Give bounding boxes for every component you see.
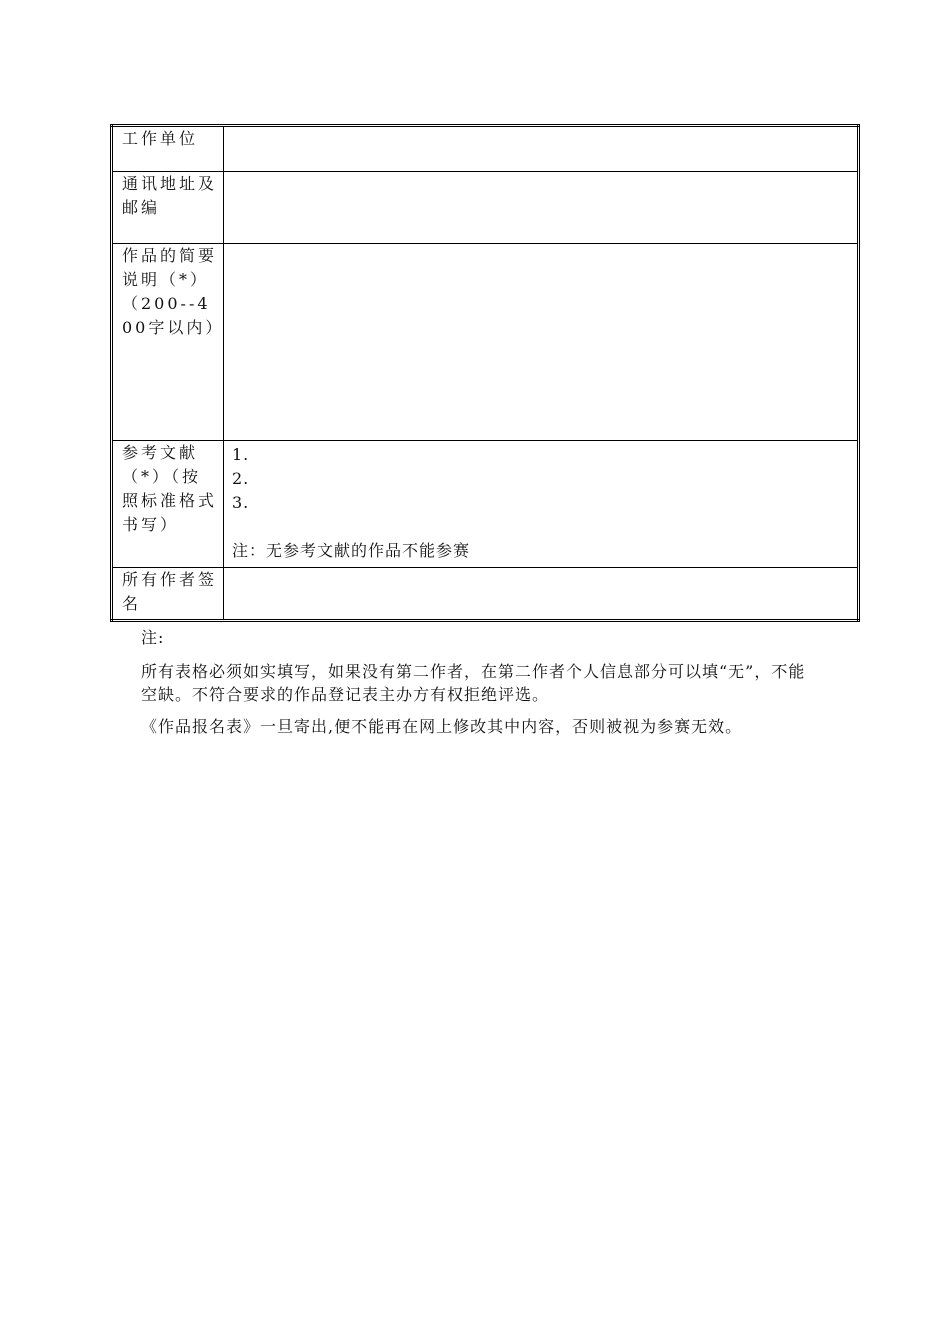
form-row-work-unit — [112, 126, 859, 172]
reference-item-1: 1. — [232, 445, 250, 464]
references-field[interactable] — [224, 441, 859, 568]
reference-item-3: 3. — [232, 493, 250, 512]
notes-section — [141, 625, 821, 740]
reference-item-2: 2. — [232, 469, 250, 488]
notes-paragraph-no-edit: 《作品报名表》一旦寄出,便不能再在网上修改其中内容，否则被视为参赛无效。 — [141, 717, 743, 736]
registration-form-table — [110, 124, 860, 622]
address-field[interactable] — [224, 172, 859, 244]
form-row-address — [112, 172, 859, 244]
notes-paragraph-fill-truthfully: 所有表格必须如实填写，如果没有第二作者，在第二作者个人信息部分可以填“无”，不能空缺。不符合要求的作品登记表主办方有权拒绝评选。 — [141, 662, 806, 704]
form-row-summary — [112, 244, 859, 441]
work-unit-label: 工作单位 — [112, 126, 224, 172]
references-note: 注：无参考文献的作品不能参赛 — [232, 541, 471, 560]
summary-label: 作品的简要说明（*）（200--400字以内） — [112, 244, 224, 441]
signatures-label: 所有作者签名 — [112, 568, 224, 621]
summary-field[interactable] — [224, 244, 859, 441]
form-row-signatures — [112, 568, 859, 621]
reference-blank-line — [232, 515, 849, 539]
work-unit-field[interactable] — [224, 126, 859, 172]
notes-heading: 注: — [141, 628, 165, 647]
signatures-field[interactable] — [224, 568, 859, 621]
form-row-references — [112, 441, 859, 568]
references-label: 参考文献（*）（按照标准格式书写） — [112, 441, 224, 568]
address-label: 通讯地址及邮编 — [112, 172, 224, 244]
